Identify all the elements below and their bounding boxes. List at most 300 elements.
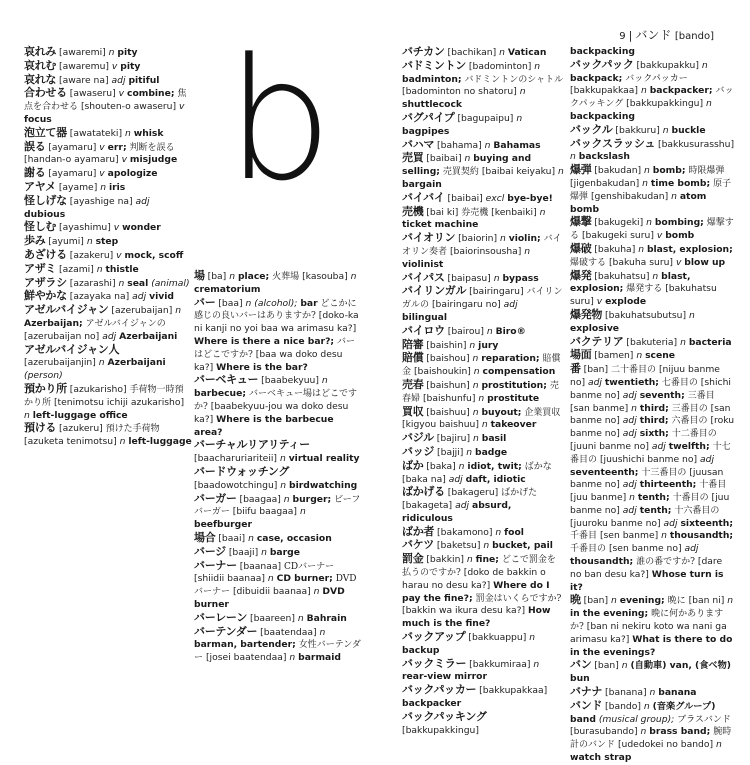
- entry-part-of-speech: n: [248, 532, 254, 544]
- entry-romaji: [baanaa]: [239, 560, 282, 572]
- entry-example-romaji: [kenbaiki]: [491, 206, 537, 218]
- entry-romaji: [bando]: [605, 700, 641, 712]
- dictionary-entry: [402, 272, 564, 286]
- entry-headword: バハマ: [402, 137, 435, 151]
- entry-example-translation: misjudge: [129, 154, 178, 166]
- entry-example-japanese: ばかな: [524, 461, 552, 472]
- entry-example-romaji: [baabekyuu-jou wa doko desu ka?]: [194, 400, 349, 425]
- entry-translation: pitiful: [128, 74, 160, 86]
- entry-example-translation: prostitute: [487, 392, 540, 404]
- entry-part-of-speech: n: [297, 612, 304, 624]
- entry-example-japanese: バーはどこですか?: [194, 336, 356, 360]
- entry-headword: バケツ: [402, 538, 434, 552]
- entry-example-translation: twelfth;: [668, 440, 710, 452]
- entry-romaji: [azami]: [59, 263, 94, 275]
- dictionary-entry: [570, 659, 736, 686]
- entry-part-of-speech: n: [175, 305, 182, 317]
- entry-romaji: [bakkupakkaa]: [479, 685, 548, 697]
- entry-romaji: [ayamaru]: [48, 168, 97, 180]
- entry-headword: バックミラー: [402, 656, 467, 670]
- entry-headword: アザラシ: [24, 275, 67, 289]
- entry-example-romaji: [juu banme no]: [570, 492, 730, 516]
- entry-example-translation: backpacker;: [649, 85, 713, 97]
- entry-translation: fine;: [475, 554, 499, 566]
- page-header: [619, 26, 714, 43]
- entry-example-romaji: [kigyou baishuu]: [402, 419, 479, 431]
- entry-example-translation: seventh;: [639, 389, 685, 401]
- entry-example-japanese: 三番目: [687, 390, 715, 401]
- entry-example-translation: Where is the bar?: [216, 361, 308, 373]
- entry-romaji: [awatateki]: [69, 127, 123, 139]
- entry-headword: バーベキュー: [194, 373, 259, 387]
- entry-headword: バイロウ: [402, 323, 445, 337]
- entry-translation: Azerbaijan;: [24, 317, 83, 329]
- entry-headword: バーテンダー: [194, 624, 258, 638]
- entry-headword: バイリンガル: [402, 284, 467, 298]
- entry-romaji: [bakkin]: [426, 554, 464, 566]
- entry-example-part-of-speech: v: [179, 101, 185, 113]
- entry-translation: blast, explosion;: [570, 270, 691, 295]
- dictionary-entry: [194, 626, 362, 665]
- entry-example-japanese: 爆発する: [626, 284, 663, 295]
- entry-example-romaji: [nijuu banme no]: [570, 364, 720, 388]
- entry-headword: 謝る: [24, 166, 46, 180]
- entry-romaji: [ayamaru]: [48, 141, 97, 153]
- entry-headword: バックパック: [570, 57, 634, 71]
- entry-example-romaji: [bairingaru no]: [431, 299, 501, 311]
- entry-part-of-speech: n: [124, 127, 131, 139]
- entry-part-of-speech: n: [570, 151, 576, 163]
- entry-translation: Biro®: [495, 325, 526, 337]
- entry-example-translation: Where is there a nice bar?;: [194, 335, 335, 347]
- entry-example-translation: in the evening;: [570, 608, 649, 620]
- entry-headword: バドミントン: [402, 58, 466, 72]
- entry-headword: あざける: [24, 247, 67, 261]
- entry-part-of-speech: v: [99, 168, 105, 180]
- entry-headword: 売春: [402, 377, 424, 391]
- entry-part-of-speech: n: [261, 546, 267, 558]
- entry-romaji: [baibai]: [426, 153, 462, 165]
- entry-example-japanese: 十二番目の: [671, 429, 717, 440]
- entry-translation: barge: [269, 546, 300, 558]
- entry-example-romaji: [josei baatendaa]: [205, 652, 287, 664]
- entry-headword: バックパッカー: [402, 683, 477, 697]
- entry-translation: bomb;: [652, 165, 686, 177]
- entry-example-translation: CD burner;: [276, 573, 333, 585]
- dictionary-entry: [402, 352, 564, 379]
- dictionary-entry: [194, 270, 362, 297]
- entry-example-part-of-speech: n: [119, 436, 126, 448]
- entry-part-of-speech: n: [533, 658, 540, 670]
- entry-translation: bombing;: [654, 217, 704, 229]
- entry-part-of-speech: n: [473, 433, 479, 445]
- entry-part-of-speech: n: [483, 540, 490, 552]
- entry-example-japanese: 判断を誤る: [129, 142, 175, 153]
- entry-translation: bar: [300, 297, 318, 309]
- entry-part-of-speech: n: [229, 271, 236, 282]
- entry-romaji: [banana]: [605, 687, 647, 699]
- dictionary-entry: [402, 112, 564, 139]
- entry-example-japanese: DVDバーナー: [194, 574, 357, 598]
- entry-example-part-of-speech: n: [313, 586, 320, 598]
- entry-translation: birdwatching: [289, 479, 358, 491]
- entry-headword: バー: [194, 295, 216, 309]
- entry-translation: mock, scoff: [124, 249, 184, 261]
- entry-romaji: [baatendaa]: [260, 626, 317, 638]
- entry-example-part-of-speech: v: [675, 256, 682, 268]
- entry-note: (alcohol);: [254, 297, 298, 309]
- entry-example-translation: blow up: [684, 256, 726, 268]
- entry-example-japanese: バイリンガルの: [402, 287, 563, 311]
- entry-example-part-of-speech: n: [539, 206, 546, 218]
- dictionary-entry: [402, 379, 564, 406]
- entry-translation: bagpipes: [402, 125, 450, 137]
- entry-part-of-speech: v: [111, 60, 118, 72]
- entry-example-translation: sixteenth;: [680, 517, 734, 529]
- entry-example-part-of-speech: n: [478, 392, 485, 404]
- dictionary-entry: [402, 192, 564, 206]
- entry-romaji: [bairou]: [447, 325, 484, 337]
- entry-headword: 買収: [402, 404, 424, 418]
- entry-translation: Azerbaijani: [107, 357, 166, 369]
- entry-headword: バン: [570, 658, 592, 672]
- entry-headword: 怪しむ: [24, 220, 57, 234]
- entry-example-japanese: 晩に: [667, 596, 686, 607]
- entry-romaji: [ba]: [207, 271, 227, 282]
- entry-example-japanese: 焦点を合わせる: [24, 89, 187, 113]
- entry-romaji: [bajiru]: [436, 433, 471, 445]
- entry-example-japanese: 腕時計のバンド: [570, 727, 732, 751]
- entry-example-translation: compensation: [482, 366, 556, 378]
- entry-translation: pity: [120, 60, 141, 72]
- entry-part-of-speech: n: [680, 336, 686, 348]
- entry-part-of-speech: n: [644, 165, 650, 177]
- entry-part-of-speech: n: [458, 460, 465, 472]
- entry-romaji: [ayashige na]: [69, 195, 133, 207]
- entry-translation: apologize: [107, 168, 158, 180]
- entry-romaji: [bakuha]: [594, 243, 636, 255]
- dictionary-entry: [402, 139, 564, 153]
- entry-translation: bucket, pail: [492, 540, 553, 552]
- entry-headword: 場合: [194, 530, 216, 544]
- entry-example-part-of-speech: adj: [622, 479, 637, 491]
- dictionary-entry: [24, 263, 192, 277]
- dictionary-entry: [402, 631, 564, 658]
- dictionary-entry: [570, 686, 736, 700]
- entry-headword: 預ける: [24, 421, 57, 435]
- entry-headword: 売機: [402, 204, 424, 218]
- entry-example-japanese: 時限爆弾: [688, 166, 725, 177]
- entry-example-part-of-speech: v: [596, 296, 603, 308]
- entry-part-of-speech: n: [245, 297, 252, 309]
- entry-part-of-speech: n: [464, 153, 471, 165]
- entry-translation: seal: [127, 277, 149, 289]
- entry-romaji: [bakkusurasshu]: [657, 138, 735, 150]
- entry-translation: bypass: [502, 272, 539, 284]
- entry-romaji: [aware na]: [59, 74, 109, 86]
- entry-romaji: [baaji]: [228, 546, 259, 558]
- entry-romaji: [baishun]: [426, 379, 470, 391]
- entry-example-romaji: [ban ni]: [688, 595, 725, 607]
- entry-example-part-of-speech: n: [524, 245, 531, 257]
- entry-part-of-speech: n: [499, 233, 506, 245]
- dictionary-entry: [194, 493, 362, 532]
- entry-translation: bye-bye!: [507, 192, 553, 204]
- entry-example-translation: Where do I pay the fine?;: [402, 579, 550, 604]
- entry-part-of-speech: excl: [485, 192, 505, 204]
- entry-romaji: [ayashimu]: [59, 222, 111, 234]
- dictionary-entry: [24, 127, 192, 141]
- entry-example-translation: time bomb;: [650, 177, 711, 189]
- entry-example-japanese: 六番目の: [671, 416, 708, 427]
- dictionary-entry: [24, 383, 192, 422]
- entry-example-part-of-speech: n: [350, 271, 357, 282]
- dictionary-entry: [570, 309, 736, 336]
- entry-romaji: [azarashi]: [69, 277, 116, 289]
- entry-example-japanese: 晩に何かありますか?: [570, 609, 724, 633]
- entry-headword: 爆弾: [570, 163, 592, 177]
- entry-romaji: [bakamono]: [437, 526, 493, 538]
- dictionary-entry: [24, 344, 192, 383]
- entry-translation: jury: [478, 339, 499, 351]
- dictionary-entry: [570, 164, 736, 216]
- entry-headword: 哀れむ: [24, 58, 57, 72]
- entry-example-translation: shuttlecock: [402, 99, 463, 111]
- entry-romaji: [awaremu]: [59, 60, 109, 72]
- header-separator: |: [628, 29, 633, 42]
- entry-translation: scene: [645, 350, 675, 362]
- entry-headword: バナナ: [570, 685, 603, 699]
- entry-example-romaji: [san banme]: [570, 402, 629, 414]
- entry-romaji: [baagaa]: [239, 493, 281, 505]
- entry-headword: 合わせる: [24, 86, 67, 100]
- entry-example-translation: watch strap: [570, 752, 632, 764]
- entry-translation: explosive: [570, 322, 620, 334]
- entry-example-translation: bomb: [665, 230, 695, 242]
- entry-example-japanese: 爆破する: [570, 257, 607, 268]
- entry-headword: 爆破: [570, 241, 592, 255]
- entry-example-translation: tenth;: [639, 504, 672, 516]
- dictionary-entry: [402, 232, 564, 271]
- entry-translation: violin;: [508, 233, 541, 245]
- entry-example-translation: violinist: [402, 258, 444, 270]
- entry-example-romaji: [juusan banme no]: [570, 466, 724, 491]
- entry-headword: バッジ: [402, 444, 435, 458]
- entry-example-japanese: ビーフバーガー: [194, 494, 361, 518]
- entry-headword: バジル: [402, 431, 434, 445]
- entry-romaji: [bakkupakkingu]: [402, 724, 479, 736]
- entry-romaji: [bamen]: [594, 350, 634, 362]
- entry-example-translation: left-luggage office: [32, 409, 128, 421]
- entry-headword: 預かり所: [24, 381, 67, 395]
- entry-example-translation: barmaid: [298, 652, 341, 664]
- entry-headword: ばか者: [402, 524, 435, 538]
- entry-example-japanese: ばかげた: [501, 488, 538, 499]
- entry-example-translation: Whose turn is it?: [570, 568, 724, 593]
- entry-translation: fool: [504, 526, 524, 538]
- entry-part-of-speech: n: [499, 47, 505, 58]
- entry-translation: wonder: [122, 222, 161, 234]
- entry-translation: whisk: [133, 127, 164, 139]
- entry-example-romaji: [jigenbakudan]: [570, 177, 640, 189]
- entry-part-of-speech: n: [86, 236, 93, 248]
- entry-example-romaji: [sen banme no]: [608, 543, 682, 555]
- entry-headword: 売買: [402, 151, 424, 165]
- dictionary-entry: [24, 181, 192, 195]
- entry-part-of-speech: n: [701, 59, 708, 71]
- dictionary-entry: [402, 460, 564, 487]
- entry-example-part-of-speech: n: [640, 726, 647, 738]
- entry-translation: rear-view mirror: [402, 671, 487, 683]
- entry-example-romaji: [burasubando]: [570, 726, 638, 738]
- entry-romaji: [baishin]: [426, 339, 467, 351]
- entry-example-translation: focus: [24, 113, 52, 125]
- entry-example-romaji: [baibai keiyaku]: [481, 166, 556, 178]
- entry-translation: barman, bartender;: [194, 639, 296, 651]
- entry-part-of-speech: n: [280, 479, 287, 491]
- column-1: [24, 46, 192, 449]
- entry-example-romaji: [juuni banme no]: [570, 440, 649, 452]
- entry-translation: backpacker: [402, 698, 462, 710]
- entry-example-japanese: 賠償金: [402, 354, 561, 378]
- column-4: [570, 46, 736, 765]
- entry-part-of-speech: adj: [135, 195, 150, 207]
- entry-headword: 哀れな: [24, 72, 57, 86]
- entry-example-part-of-speech: n: [706, 98, 712, 110]
- entry-translation: buckle: [671, 124, 706, 136]
- dictionary-entry: [24, 304, 192, 343]
- entry-example-translation: seventeenth;: [570, 466, 639, 478]
- entry-romaji: [bakkuru]: [615, 124, 660, 136]
- entry-example-part-of-speech: adj: [622, 389, 637, 401]
- dictionary-entry: [570, 59, 736, 124]
- entry-translation: badminton;: [402, 73, 462, 85]
- entry-example-japanese: バックパッキング: [570, 86, 734, 110]
- entry-part-of-speech: n: [534, 60, 541, 72]
- entry-translation: backslash: [578, 151, 630, 163]
- column-3: [402, 46, 564, 737]
- entry-headword: 歩み: [24, 234, 46, 248]
- entry-translation: evening;: [619, 595, 665, 607]
- entry-example-japanese: 原子爆弾: [570, 178, 732, 202]
- dictionary-entry: [570, 124, 736, 138]
- entry-example-romaji: [dibuidii baanaa]: [232, 586, 311, 598]
- entry-part-of-speech: adj: [111, 74, 126, 86]
- entry-translation: badge: [475, 446, 508, 458]
- entry-example-japanese: 七番目の: [661, 377, 698, 388]
- entry-example-romaji: [baiorinsousha]: [449, 245, 522, 257]
- entry-example-japanese: 企業買収: [524, 407, 561, 418]
- dictionary-entry: [570, 243, 736, 270]
- entry-headword: バックパッキング: [402, 709, 487, 723]
- entry-part-of-speech: adj: [132, 291, 147, 303]
- entry-headword: バイオリン: [402, 231, 456, 245]
- entry-part-of-speech: v: [113, 222, 120, 234]
- entry-example-japanese: 券売機: [461, 207, 489, 218]
- entry-headword: アヤメ: [24, 179, 56, 193]
- entry-part-of-speech: n: [321, 375, 328, 387]
- entry-example-romaji: [bakuha suru]: [608, 256, 674, 268]
- entry-example-japanese: CDバーナー: [284, 561, 335, 572]
- entry-example-translation: tenth;: [637, 492, 670, 504]
- entry-example-romaji: [juu banme]: [570, 492, 627, 504]
- entry-part-of-speech: n: [662, 124, 669, 136]
- entry-headword: 場面: [570, 348, 592, 362]
- entry-part-of-speech: n: [529, 632, 536, 644]
- entry-part-of-speech: n: [108, 47, 115, 58]
- entry-translation: place;: [237, 271, 270, 282]
- entry-romaji: [baishuu]: [426, 406, 470, 418]
- entry-example-japanese: 爆撃する: [570, 218, 734, 242]
- entry-translation: (自動車) van, (食べ物) bun: [570, 660, 732, 685]
- entry-example-part-of-speech: n: [473, 366, 480, 378]
- entry-example-romaji: [azerubaijan no]: [24, 330, 100, 342]
- entry-translation: iris: [108, 181, 126, 193]
- entry-romaji: [awaseru]: [69, 88, 116, 100]
- entry-example-translation: Where is the barbecue area?: [194, 413, 334, 438]
- entry-example-romaji: [bakageta]: [402, 500, 453, 512]
- column-2: [194, 270, 362, 665]
- page-number: 9: [619, 31, 626, 42]
- entry-example-part-of-speech: adj: [622, 504, 637, 516]
- entry-translation: buyout;: [481, 406, 522, 418]
- entry-example-part-of-speech: v: [656, 230, 663, 242]
- entry-translation: vivid: [149, 291, 174, 303]
- entry-part-of-speech: v: [99, 141, 105, 153]
- entry-headword: 賠償: [402, 351, 424, 365]
- dictionary-entry: [194, 612, 362, 626]
- entry-example-translation: ticket machine: [402, 219, 479, 231]
- entry-example-part-of-speech: adj: [651, 440, 666, 452]
- dictionary-entry: [24, 221, 192, 235]
- entry-translation: Bahamas: [493, 139, 541, 151]
- entry-headword: バージ: [194, 544, 226, 558]
- entry-part-of-speech: n: [621, 660, 628, 672]
- entry-example-part-of-speech: adj: [684, 543, 699, 555]
- entry-example-romaji: [biifu baagaa]: [232, 506, 298, 518]
- entry-note: (animal): [151, 277, 190, 289]
- entry-example-japanese: どこかに感じの良いバーはありますか?: [194, 298, 357, 322]
- entry-headword: アザミ: [24, 261, 57, 275]
- entry-part-of-speech: n: [96, 263, 103, 275]
- entry-translation: thistle: [105, 263, 139, 275]
- entry-example-japanese: 手荷物一時預かり所: [24, 384, 184, 408]
- entry-example-japanese: 千番目: [570, 531, 598, 542]
- entry-headword: バックアップ: [402, 630, 466, 644]
- dictionary-entry: [24, 141, 192, 168]
- section-letter: b: [226, 22, 333, 218]
- entry-example-romaji: [badominton no shatoru]: [402, 86, 517, 98]
- entry-example-japanese: 十番目: [699, 480, 727, 491]
- entry-example-romaji: [shichi banme no]: [570, 376, 731, 401]
- entry-romaji: [azukarisho]: [69, 383, 127, 395]
- entry-example-translation: thousandth;: [669, 530, 734, 542]
- dictionary-entry: [570, 270, 736, 309]
- entry-romaji: [baishou]: [426, 353, 470, 365]
- entry-romaji: [bakageru]: [447, 487, 499, 499]
- entry-example-romaji: [bakuhatsu suru]: [570, 283, 717, 308]
- entry-example-translation: left-luggage: [128, 436, 192, 448]
- entry-example-part-of-speech: adj: [587, 376, 602, 388]
- entry-example-romaji: [handan-o ayamaru]: [24, 154, 119, 166]
- entry-headword: バイパス: [402, 270, 445, 284]
- entry-translation: Vatican: [507, 47, 547, 58]
- entry-example-part-of-speech: adj: [455, 500, 470, 512]
- entry-translation: idiot, twit;: [467, 460, 522, 472]
- entry-translation: barbecue;: [194, 388, 247, 400]
- entry-example-romaji: [baishoukin]: [413, 366, 471, 378]
- entry-romaji: [bakkuappu]: [468, 632, 527, 644]
